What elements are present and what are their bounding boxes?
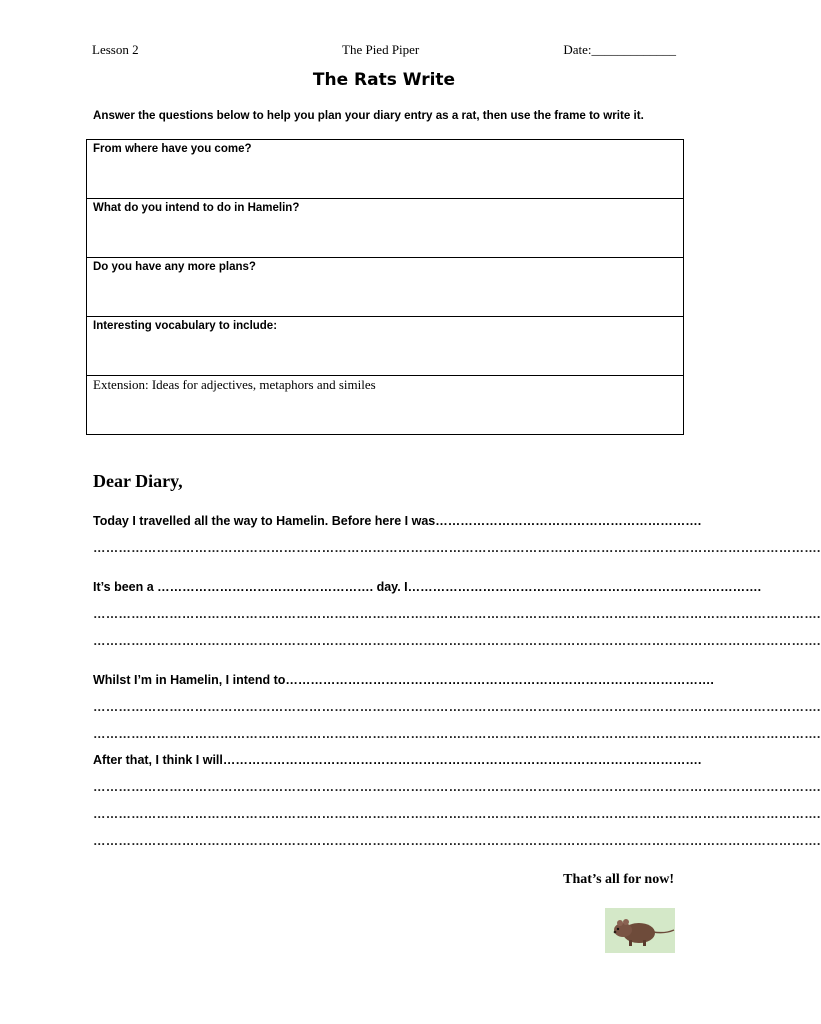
- question-row[interactable]: [87, 376, 683, 434]
- diary-greeting: Dear Diary,: [93, 471, 183, 491]
- diary-line[interactable]: ……………………………………………………………………………………………………………………………………………………….: [93, 834, 821, 848]
- diary-line[interactable]: Whilst I’m in Hamelin, I intend to………………………………………………………………………………………….: [93, 673, 714, 687]
- question-row[interactable]: [87, 199, 683, 258]
- diary-line[interactable]: ……………………………………………………………………………………………………………………………………………………….: [93, 807, 821, 821]
- lesson-label: Lesson 2: [92, 42, 139, 57]
- question-row[interactable]: [87, 317, 683, 376]
- diary-line[interactable]: Today I travelled all the way to Hamelin. Before here I was……………………………………………………….: [93, 514, 702, 528]
- question-row[interactable]: [87, 258, 683, 317]
- diary-line[interactable]: After that, I think I will…………………………………………………………………………………………………….: [93, 753, 702, 767]
- rat-icon: [605, 908, 675, 953]
- diary-line[interactable]: ……………………………………………………………………………………………………………………………………………………….: [93, 607, 821, 621]
- rat-image: [605, 908, 675, 953]
- planning-table: [86, 139, 684, 435]
- date-field[interactable]: Date:_____________: [563, 42, 676, 57]
- diary-line[interactable]: ……………………………………………………………………………………………………………………………………………………….: [93, 634, 821, 648]
- question-label: What do you intend to do in Hamelin?: [93, 202, 300, 214]
- diary-line[interactable]: ……………………………………………………………………………………………………………………………………………………….: [93, 700, 821, 714]
- diary-line[interactable]: ……………………………………………………………………………………………………………………………………………………….: [93, 727, 821, 741]
- diary-line[interactable]: ……………………………………………………………………………………………………………………………………………………….: [93, 541, 821, 555]
- instructions-text: Answer the questions below to help you plan your diary entry as a rat, then use the frame to write it.: [93, 109, 644, 122]
- extension-label: Extension: Ideas for adjectives, metaphors and similes: [93, 377, 376, 392]
- diary-line[interactable]: It’s been a ……………………………………………. day. I………………………………………………………………………….: [93, 580, 762, 594]
- page-header: [92, 42, 676, 62]
- diary-line[interactable]: ……………………………………………………………………………………………………………………………………………………….: [93, 780, 821, 794]
- question-label: Do you have any more plans?: [93, 261, 256, 273]
- page-title: The Rats Write: [312, 70, 456, 90]
- question-label: Interesting vocabulary to include:: [93, 320, 278, 332]
- signoff-text: That’s all for now!: [563, 872, 674, 887]
- question-label: From where have you come?: [93, 143, 252, 155]
- question-row[interactable]: [87, 140, 683, 199]
- topic-label: The Pied Piper: [342, 42, 420, 57]
